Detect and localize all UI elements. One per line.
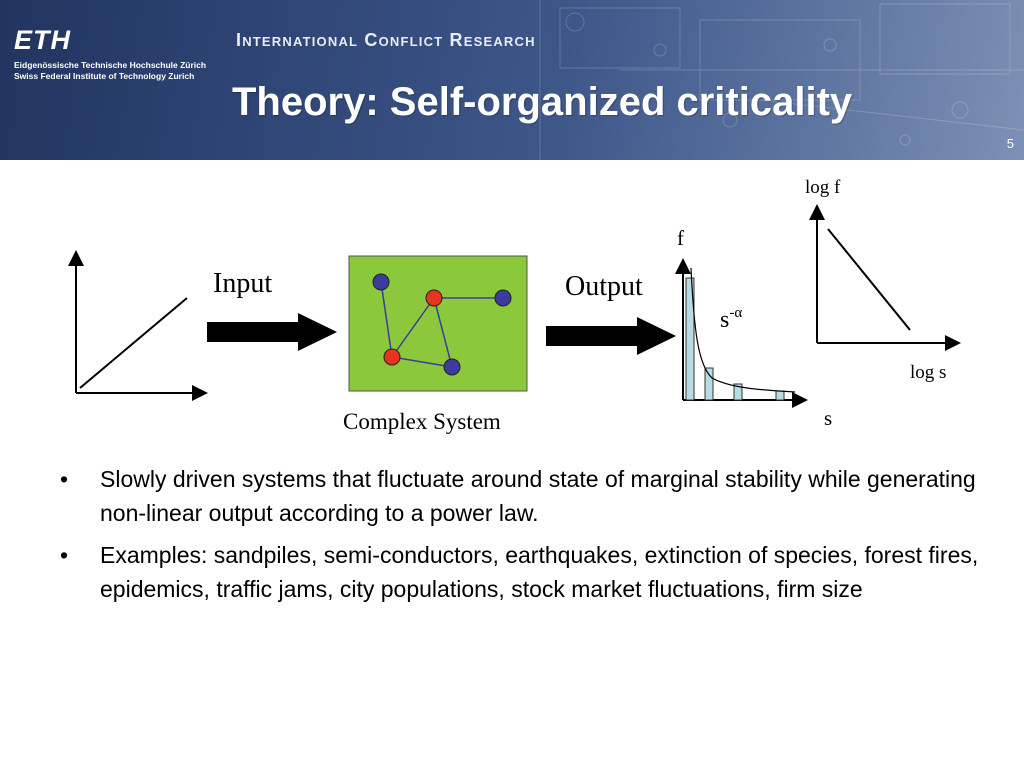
soc-diagram (0, 160, 1024, 450)
slide-number: 5 (1006, 136, 1014, 151)
institution-name-german: Eidgenössische Technische Hochschule Zürich (14, 60, 207, 70)
input-label: Input (213, 268, 273, 299)
organization-name: International Conflict Research (236, 30, 536, 50)
bullet-list (60, 462, 980, 614)
bullet-text: Slowly driven systems that fluctuate around state of marginal stability while generating non-linear output according to a power law. (100, 466, 976, 526)
log-x-label: log s (910, 362, 947, 383)
eth-logo: ETH (14, 25, 71, 55)
log-log-plot (805, 177, 953, 383)
slide-title: Theory: Self-organized criticality (232, 80, 853, 124)
bullet-marker: • (60, 542, 69, 568)
institution-name-english: Swiss Federal Institute of Technology Zurich (14, 71, 195, 81)
bullet-item (60, 462, 980, 530)
complex-system-box (349, 256, 527, 391)
network-node (426, 290, 442, 306)
bullet-item (60, 538, 980, 606)
power-law-formula: $s^{-\alpha}$ (720, 305, 743, 333)
log-y-label: log f (805, 177, 841, 198)
header-banner (0, 0, 1024, 160)
frequency-y-label: f (677, 226, 684, 250)
bullet-text: Examples: sandpiles, semi-conductors, earthquakes, extinction of species, forest fires, epidemics, traffic jams, city populations, stock market fluctuations, firm size (100, 542, 979, 602)
network-node (384, 349, 400, 365)
frequency-x-label: s (824, 406, 833, 430)
complex-system-label: Complex System (343, 409, 501, 434)
distribution-bar (776, 391, 784, 400)
linear-input-plot (76, 258, 200, 393)
output-arrow (546, 317, 676, 355)
network-node (373, 274, 389, 290)
network-node (444, 359, 460, 375)
distribution-bar (705, 368, 713, 400)
input-plot-line (80, 298, 187, 388)
output-label: Output (565, 271, 643, 302)
log-log-line (828, 229, 910, 330)
frequency-distribution-plot (677, 226, 832, 430)
bullet-marker: • (60, 466, 69, 492)
input-arrow (207, 313, 337, 351)
network-node (495, 290, 511, 306)
